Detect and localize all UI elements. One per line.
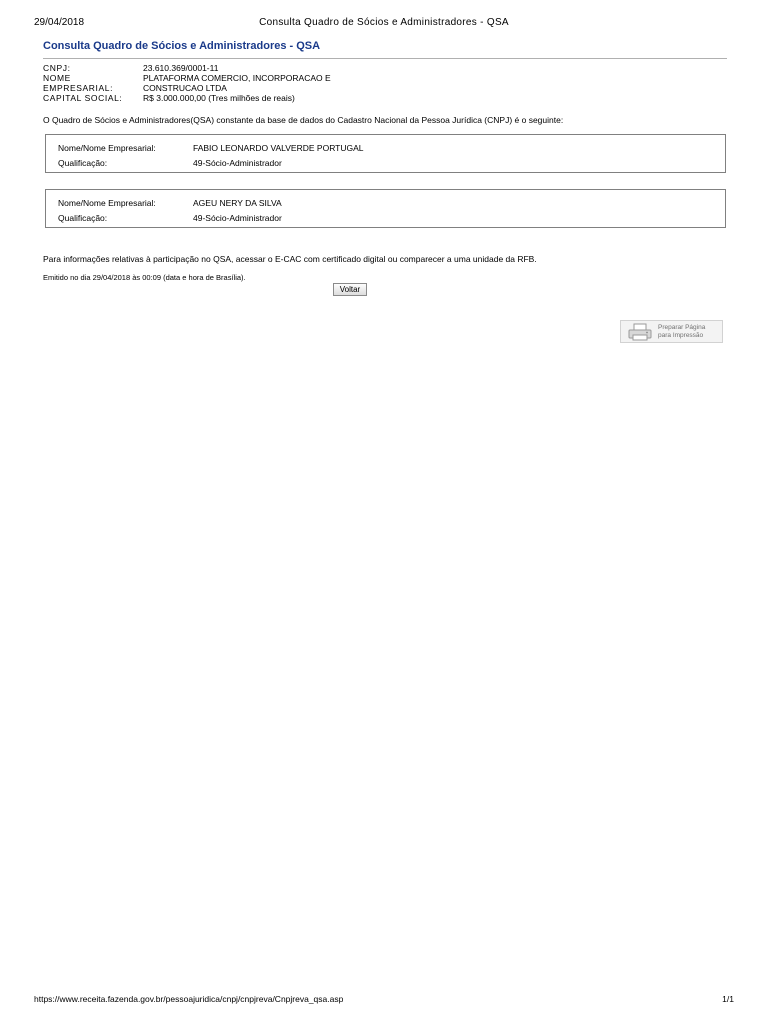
print-page-button[interactable] — [620, 320, 723, 343]
company-info — [43, 63, 353, 103]
print-date: 29/04/2018 — [34, 17, 85, 28]
partner-box — [45, 134, 726, 173]
print-button-line1: Preparar Página — [658, 323, 706, 331]
partner-name-label: Nome/Nome Empresarial: — [58, 143, 156, 153]
print-button-line2: para Impressão — [658, 331, 704, 339]
qsa-intro-text: O Quadro de Sócios e Administradores(QSA) constante da base de dados do Cadastro Nacional da Pessoa Jurídica (CNPJ) é o seguinte: — [43, 115, 564, 125]
company-name-row — [43, 73, 353, 93]
partner-name-label: Nome/Nome Empresarial: — [58, 198, 156, 208]
page-number: 1/1 — [722, 994, 734, 1004]
partner-qualification-row — [58, 213, 282, 223]
page-title: Consulta Quadro de Sócios e Administradores - QSA — [43, 40, 321, 52]
print-button-label — [658, 324, 705, 340]
print-header — [34, 17, 734, 31]
cnpj-label: CNPJ: — [43, 63, 71, 73]
partner-qualification-label: Qualificação: — [58, 213, 108, 223]
cnpj-value: 23.610.369/0001-11 — [143, 63, 219, 73]
title-divider — [43, 58, 727, 59]
partner-qualification-label: Qualificação: — [58, 158, 108, 168]
back-button[interactable]: Voltar — [333, 283, 367, 296]
partner-qualification-row — [58, 158, 282, 168]
issued-timestamp: Emitido no dia 29/04/2018 às 00:09 (data e hora de Brasília). — [43, 273, 246, 282]
print-page-title: Consulta Quadro de Sócios e Administradores - QSA — [259, 17, 509, 28]
partner-name-value: FABIO LEONARDO VALVERDE PORTUGAL — [193, 143, 364, 153]
partner-box — [45, 189, 726, 228]
partner-name-row — [58, 143, 364, 153]
printer-icon — [627, 323, 653, 341]
partner-name-value: AGEU NERY DA SILVA — [193, 198, 282, 208]
capital-label: CAPITAL SOCIAL: — [43, 93, 123, 103]
partner-qualification-value: 49-Sócio-Administrador — [193, 158, 282, 168]
capital-value: R$ 3.000.000,00 (Tres milhões de reais) — [143, 93, 295, 103]
partner-name-row — [58, 198, 282, 208]
page-url: https://www.receita.fazenda.gov.br/pessoajuridica/cnpj/cnpjreva/Cnpjreva_qsa.asp — [34, 994, 344, 1004]
capital-row — [43, 93, 353, 103]
partner-qualification-value: 49-Sócio-Administrador — [193, 213, 282, 223]
cnpj-row — [43, 63, 353, 73]
ecac-note: Para informações relativas à participação no QSA, acessar o E-CAC com certificado digital ou comparecer a uma unidade da RFB. — [43, 254, 537, 264]
company-name-value: PLATAFORMA COMERCIO, INCORPORACAO E CONSTRUCAO LTDA — [143, 73, 331, 93]
company-name-label: NOME EMPRESARIAL: — [43, 73, 114, 93]
